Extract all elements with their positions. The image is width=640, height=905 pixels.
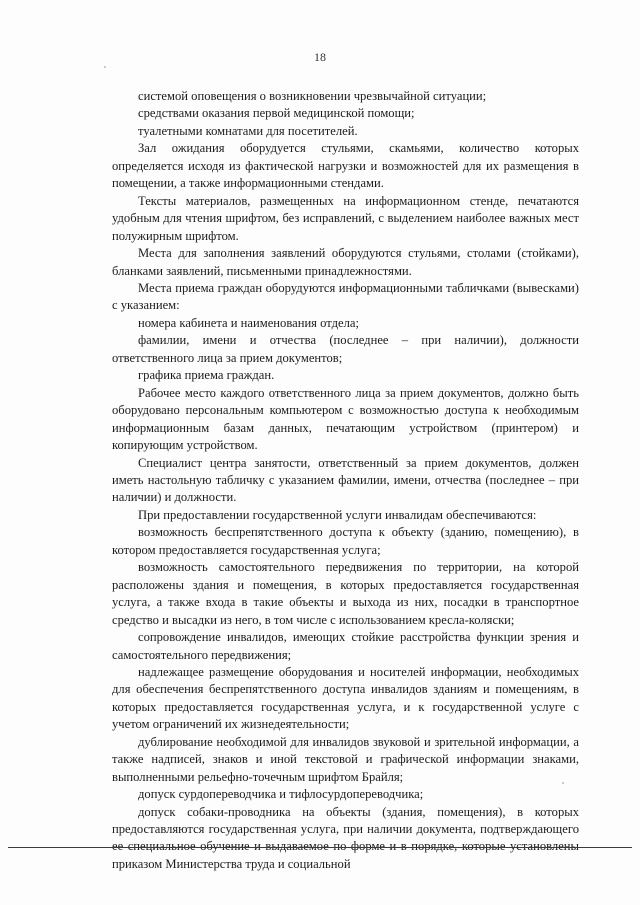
paragraph: Специалист центра занятости, ответственный за прием документов, должен иметь настольную табличку с указанием фамилии, имени, отчества (последнее – при наличии) и должности.: [112, 455, 579, 505]
paragraph: средствами оказания первой медицинской помощи;: [138, 106, 415, 121]
paragraph: туалетными комнатами для посетителей.: [138, 123, 358, 138]
paragraph: надлежащее размещение оборудования и носителей информации, необходимых для обеспечения беспрепятственного доступа инвалидов зданиям и помещениям, в которых предоставляется государственная услуга, и к государственной услуге с учетом ограничений их жизнедеятельности;: [112, 664, 579, 732]
paragraph: Зал ожидания оборудуется стульями, скамьями, количество которых определяется исходя из фактической нагрузки и возможностей для их размещения в помещении, а также информационными стендами.: [112, 141, 579, 191]
paragraph: системой оповещения о возникновении чрезвычайной ситуации;: [138, 89, 487, 103]
paragraph: При предоставлении государственной услуги инвалидам обеспечиваются:: [138, 507, 537, 522]
paragraph: возможность самостоятельного передвижения по территории, на которой расположены здания и помещения, в которых предоставляется государственная услуга, а также входа в такие объекты и выхода из них, посадки в транспортное средство и высадки из него, в том числе с использованием кресла-коляски;: [112, 560, 579, 627]
paragraph: возможность беспрепятственного доступа к объекту (зданию, помещению), в котором предоставляется государственная услуга;: [112, 525, 579, 557]
document-body: [112, 88, 579, 873]
paragraph: Рабочее место каждого ответственного лица за прием документов, должно быть оборудовано персональным компьютером с возможностью доступа к необходимым информационным базам данных, печатающим устройством (принтером) и копирующим устройством.: [112, 385, 579, 453]
scan-speck: [562, 782, 564, 784]
page-number: 18: [314, 50, 326, 64]
paragraph: допуск собаки-проводника на объекты (здания, помещения), в которых предоставляются государственная услуга, при наличии документа, подтверждающего ее специальное обучение и выдаваемое по форме и в порядке, которые установлены приказом Министерства труда и социальной: [112, 804, 579, 871]
paragraph: фамилии, имени и отчества (последнее – при наличии), должности ответственного лица за прием документов;: [112, 333, 579, 365]
paragraph: дублирование необходимой для инвалидов звуковой и зрительной информации, а также надписей, знаков и иной текстовой и графической информации знаками, выполненными рельефно-точечным шрифтом Брайля;: [112, 734, 579, 784]
paragraph: номера кабинета и наименования отдела;: [138, 315, 359, 330]
scan-speck: [104, 66, 106, 68]
paragraph: Тексты материалов, размещенных на информационном стенде, печатаются удобным для чтения шрифтом, без исправлений, с выделением наиболее важных мест полужирным шрифтом.: [112, 193, 579, 243]
page-bottom-rule: [8, 847, 632, 848]
paragraph: сопровождение инвалидов, имеющих стойкие расстройства функции зрения и самостоятельного передвижения;: [112, 630, 579, 662]
paragraph: допуск сурдопереводчика и тифлосурдопереводчика;: [138, 787, 424, 802]
paragraph: Места приема граждан оборудуются информационными табличками (вывесками) с указанием:: [112, 280, 579, 313]
paragraph: графика приема граждан.: [138, 368, 275, 383]
paragraph: Места для заполнения заявлений оборудуются стульями, столами (стойками), бланками заявлений, письменными принадлежностями.: [112, 246, 579, 278]
